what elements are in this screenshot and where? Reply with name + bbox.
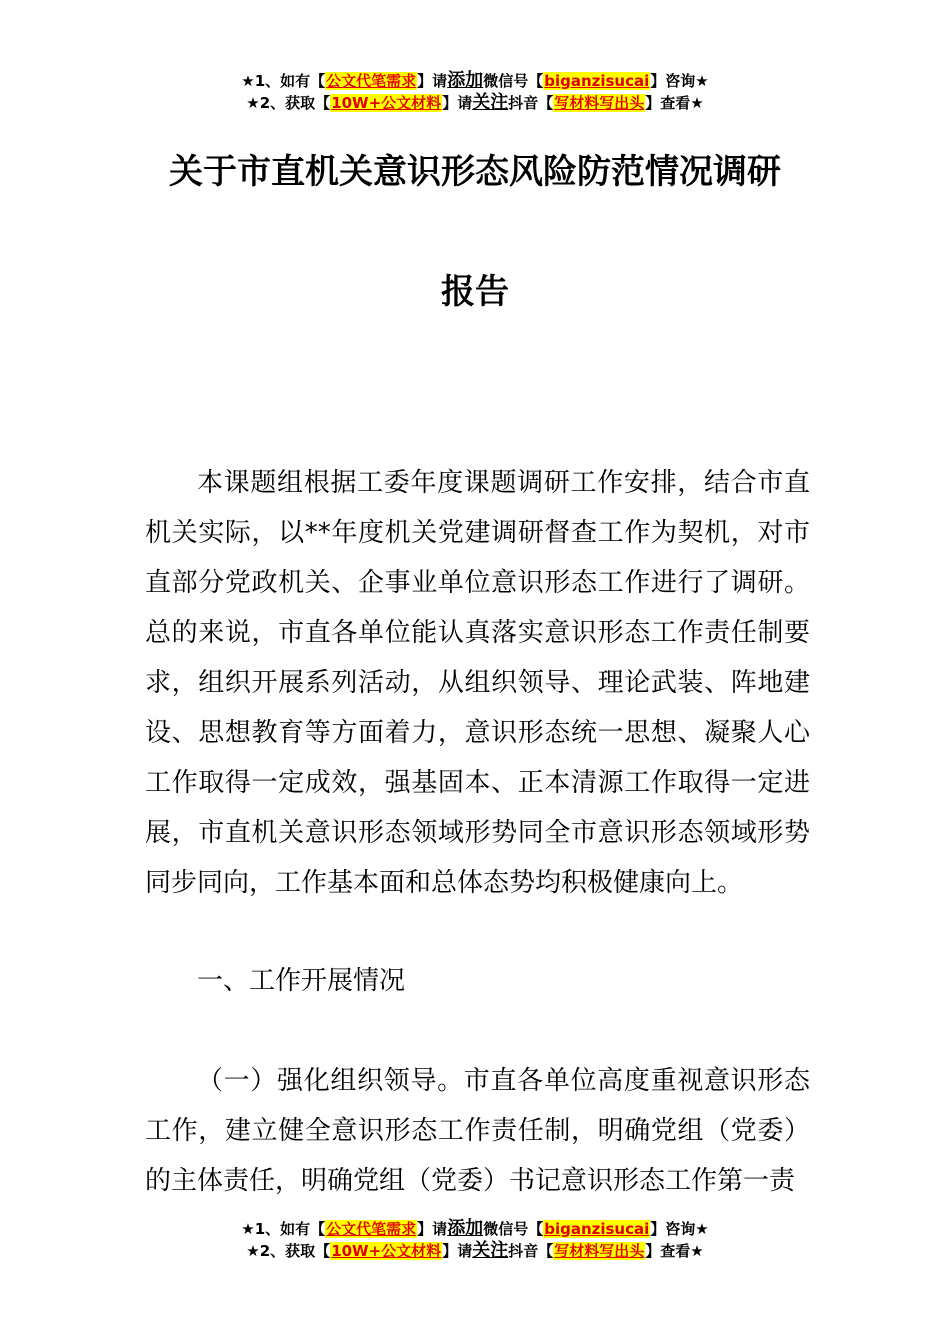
promo-highlight: biganzisucai <box>544 72 650 90</box>
promo-highlight: biganzisucai <box>544 1220 650 1238</box>
promo-line-2 <box>0 92 950 114</box>
promo-text: ★1、如有【 <box>241 72 326 90</box>
promo-line-1 <box>0 70 950 92</box>
document-title-line-1: 关于市直机关意识形态风险防范情况调研 <box>169 152 781 192</box>
promo-text: 微信号【 <box>483 72 544 90</box>
intro-paragraph: 本课题组根据工委年度课题调研工作安排，结合市直机关实际，以**年度机关党建调研督查工作为契机，对市直部分党政机关、企事业单位意识形态工作进行了调研。总的来说，市直各单位能认真落实意识形态工作责任制要求，组织开展系列活动，从组织领导、理论武装、阵地建设、思想教育等方面着力，意识形态统一思想、凝聚人心工作取得一定成效，强基固本、正本清源工作取得一定进展，市直机关意识形态领域形势同全市意识形态领域形势同步同向，工作基本面和总体态势均积极健康向上。 <box>145 468 810 898</box>
promo-emphasis: 添加 <box>447 1218 484 1239</box>
section-heading: 一、工作开展情况 <box>197 966 406 996</box>
promo-text: ★1、如有【 <box>241 1220 326 1238</box>
promo-text: 】请 <box>442 94 473 112</box>
promo-highlight: 10W+公文材料 <box>331 94 442 112</box>
promo-highlight: 写材料写出头 <box>554 1242 645 1260</box>
promo-text: 】咨询★ <box>650 72 709 90</box>
promo-highlight: 公文代笔需求 <box>326 1220 417 1238</box>
promo-text: 抖音【 <box>508 1242 554 1260</box>
document-title-line-2: 报告 <box>441 272 509 312</box>
footer-promo-banner <box>0 1218 950 1262</box>
promo-text: 】咨询★ <box>650 1220 709 1238</box>
promo-line-1 <box>0 1218 950 1240</box>
promo-highlight: 10W+公文材料 <box>331 1242 442 1260</box>
promo-highlight: 公文代笔需求 <box>326 72 417 90</box>
section-paragraph: （一）强化组织领导。市直各单位高度重视意识形态工作，建立健全意识形态工作责任制，明确党组（党委）的主体责任，明确党组（党委）书记意识形态工作第一责 <box>145 1066 810 1196</box>
promo-text: 】请 <box>417 72 448 90</box>
promo-text: 抖音【 <box>508 94 554 112</box>
promo-highlight: 写材料写出头 <box>554 94 645 112</box>
promo-emphasis: 关注 <box>472 92 509 113</box>
promo-emphasis: 关注 <box>472 1240 509 1261</box>
promo-emphasis: 添加 <box>447 70 484 91</box>
promo-line-2 <box>0 1240 950 1262</box>
header-promo-banner <box>0 70 950 114</box>
promo-text: 】请 <box>442 1242 473 1260</box>
promo-text: 】查看★ <box>645 1242 704 1260</box>
promo-text: ★2、获取【 <box>246 1242 331 1260</box>
promo-text: 微信号【 <box>483 1220 544 1238</box>
promo-text: ★2、获取【 <box>246 94 331 112</box>
promo-text: 】查看★ <box>645 94 704 112</box>
promo-text: 】请 <box>417 1220 448 1238</box>
